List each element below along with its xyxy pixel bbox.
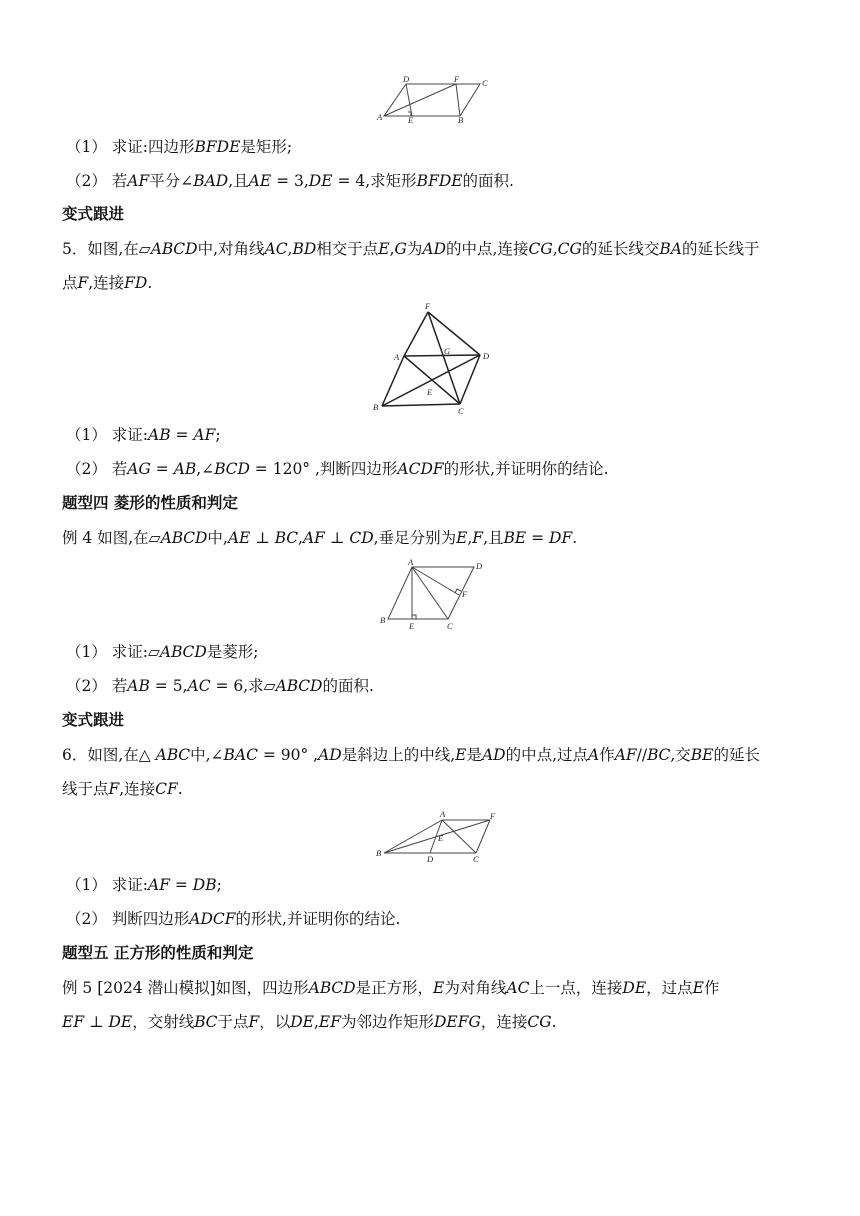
label-e: E [409,621,415,631]
label-f: F [462,589,468,599]
segment-bc [382,404,460,406]
segment-ad [404,355,480,356]
section-heading-type5: 题型五 正方形的性质和判定 [62,944,254,962]
segment-bf [456,84,460,116]
label-f: F [425,301,431,311]
problem6-question2: （2） 判断四边形𝐴𝐷𝐶𝐹的形状,并证明你的结论. [66,910,401,928]
example5-stem-line2: 𝐸𝐹 ⊥ 𝐷𝐸，交射线𝐵𝐶于点𝐹，以𝐷𝐸,𝐸𝐹为邻边作矩形𝐷𝐸𝐹𝐺，连接𝐶𝐺. [62,1013,557,1031]
problem6-question1: （1） 求证:𝐴𝐹 = 𝐷𝐵; [66,876,222,894]
parallelogram-outline [384,84,480,116]
right-angle-mark-e [412,615,416,619]
label-d: D [427,854,434,864]
problem6-stem-line1: 6．如图,在△ 𝐴𝐵𝐶中,∠𝐵𝐴𝐶 = 90° ,𝐴𝐷是斜边上的中线,𝐸是𝐴𝐷的中点,过点𝐴作𝐴𝐹//𝐵𝐶,交𝐵𝐸的延长 [62,746,760,764]
label-a: A [394,352,400,362]
problem5-stem-line2: 点𝐹,连接𝐹𝐷. [62,274,153,292]
label-e: E [408,115,414,124]
section-heading-variant-1: 变式跟进 [62,205,125,223]
segment-bd [382,355,480,406]
label-e: E [438,833,444,843]
label-c: C [473,854,479,864]
problem5-question2: （2） 若𝐴𝐺 = 𝐴𝐵,∠𝐵𝐶𝐷 = 120° ,判断四边形𝐴𝐶𝐷𝐹的形状,并证明你的结论. [66,460,609,478]
section-heading-type4: 题型四 菱形的性质和判定 [62,494,238,512]
problem4-question2: （2） 若𝐴𝐹平分∠𝐵𝐴𝐷,且𝐴𝐸 = 3,𝐷𝐸 = 4,求矩形𝐵𝐹𝐷𝐸的面积. [66,172,514,190]
label-b: B [458,115,464,124]
label-f: F [454,74,460,84]
example4-question2: （2） 若𝐴𝐵 = 5,𝐴𝐶 = 6,求▱𝐴𝐵𝐶𝐷的面积. [66,677,374,695]
label-e: E [427,387,433,397]
section-heading-variant-2: 变式跟进 [62,711,125,729]
label-a: A [377,112,383,122]
example4-stem: 例 4 如图,在▱𝐴𝐵𝐶𝐷中,𝐴𝐸 ⊥ 𝐵𝐶,𝐴𝐹 ⊥ 𝐶𝐷,垂足分别为𝐸,𝐹,且𝐵𝐸 = 𝐷𝐹. [62,529,578,547]
right-angle-mark-f [455,589,461,593]
segment-cd [460,355,480,404]
label-b: B [380,615,386,625]
label-d: D [476,561,483,571]
example5-stem-line1: 例 5 [2024 潜山模拟]如图，四边形𝐴𝐵𝐶𝐷是正方形，𝐸为对角线𝐴𝐶上一点，连接𝐷𝐸，过点𝐸作 [62,979,720,997]
label-a: A [440,809,446,819]
segment-ac [442,820,476,853]
figure-problem6 [372,806,498,864]
label-g: G [444,346,451,356]
figure-rectangle-bfde [376,74,494,124]
figure-example4 [378,557,488,631]
label-d: D [403,74,410,84]
label-d: D [483,351,490,361]
problem5-question1: （1） 求证:𝐴𝐵 = 𝐴𝐹; [66,426,221,444]
problem4-question1: （1） 求证:四边形𝐵𝐹𝐷𝐸是矩形; [66,138,293,156]
example4-question1: （1） 求证:▱𝐴𝐵𝐶𝐷是菱形; [66,643,259,661]
label-b: B [373,402,379,412]
label-a: A [408,557,414,567]
segment-ab [382,356,404,406]
segment-ba [384,820,442,853]
label-c: C [447,621,453,631]
segment-de [406,84,412,116]
problem6-stem-line2: 线于点𝐹,连接𝐶𝐹. [62,780,183,798]
label-b: B [376,848,382,858]
label-c: C [482,78,488,88]
segment-ac [412,567,448,619]
segment-af [412,567,459,595]
problem5-stem-line1: 5．如图,在▱𝐴𝐵𝐶𝐷中,对角线𝐴𝐶,𝐵𝐷相交于点𝐸,𝐺为𝐴𝐷的中点,连接𝐶𝐺,𝐶𝐺的延长线交𝐵𝐴的延长线于 [62,240,760,258]
figure-problem5 [368,298,496,420]
label-f: F [490,811,496,821]
segment-fa [404,312,428,356]
segment-bf [384,820,490,853]
segment-fc [476,820,490,853]
label-c: C [458,406,464,416]
